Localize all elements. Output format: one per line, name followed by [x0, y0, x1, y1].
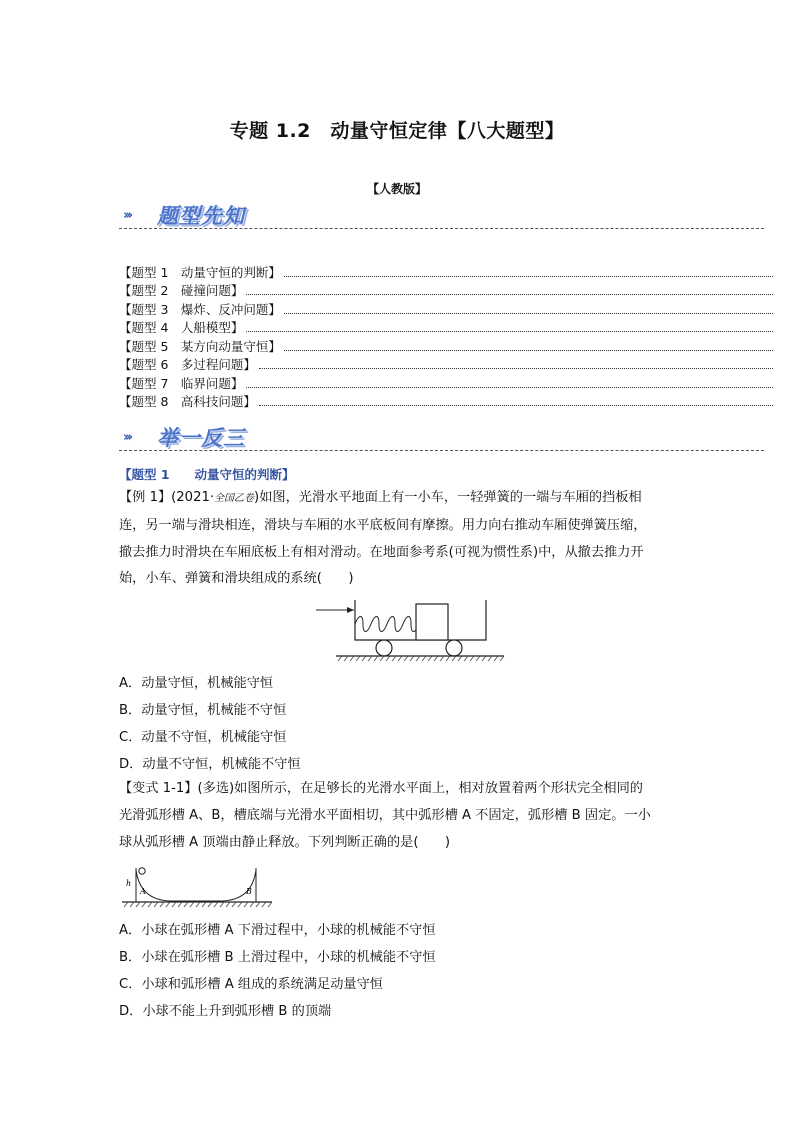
source-label: 全国乙卷 — [214, 493, 255, 504]
example-1-option-c[interactable]: C．动量不守恒，机械能守恒 — [119, 730, 287, 745]
variant-1-1-option-a[interactable]: A．小球在弧形槽 A 下滑过程中，小球的机械能不守恒 — [119, 923, 436, 938]
edition-label: 【人教版】 — [366, 182, 427, 196]
arrows-icon: ››› — [123, 430, 131, 445]
wheel — [376, 640, 392, 656]
variant-1-1-option-b[interactable]: B．小球在弧形槽 B 上滑过程中，小球的机械能不守恒 — [119, 950, 436, 965]
divider — [119, 450, 764, 451]
cart-spring-figure — [310, 598, 510, 662]
toc-item[interactable]: 【题型 1 动量守恒的判断】 — [119, 262, 773, 281]
section-heading: 【题型 1 动量守恒的判断】 — [119, 467, 295, 482]
wheel — [446, 640, 462, 656]
toc-item[interactable]: 【题型 7 临界问题】 — [119, 373, 773, 392]
arrows-icon: ››› — [123, 208, 131, 223]
toc-item[interactable]: 【题型 8 高科技问题】 — [119, 392, 773, 411]
variant-1-1-option-d[interactable]: D．小球不能上升到弧形槽 B 的顶端 — [119, 1004, 332, 1019]
label-b: B — [246, 887, 252, 896]
toc-item[interactable]: 【题型 3 爆炸、反冲问题】 — [119, 299, 773, 318]
spring — [355, 617, 423, 632]
example-1-option-d[interactable]: D．动量不守恒，机械能不守恒 — [119, 757, 301, 772]
page-title: 专题 1.2 动量守恒定律【八大题型】 — [229, 120, 565, 142]
toc-item[interactable]: 【题型 2 碰撞问题】 — [119, 281, 773, 300]
groove-a-arc — [136, 870, 170, 901]
divider — [119, 228, 764, 229]
table-of-contents — [119, 262, 773, 410]
example-1-stem: 【例 1】(2021·全国乙卷)如图，光滑水平地面上有一小车，一轻弹簧的一端与车厢的挡板相 连，另一端与滑块相连，滑块与车厢的水平底板间有摩擦。用力向右推动车厢使弹簧压缩， 撤去推力时滑块在车厢底板上有相对滑动。在地面参考系(可视为惯性系)中，从撤去推力开 始，小车、弹簧和滑块组成的系统( ) — [119, 490, 647, 587]
label-a: A — [140, 887, 146, 896]
arc-grooves-figure — [122, 864, 272, 908]
groove-b-arc — [222, 870, 256, 901]
slider-block — [416, 604, 448, 640]
banner-practice — [119, 420, 779, 454]
banner-question-types — [119, 198, 779, 232]
toc-item[interactable]: 【题型 5 某方向动量守恒】 — [119, 336, 773, 355]
banner-title: 举一反三 — [157, 426, 245, 450]
ball — [139, 868, 145, 874]
label-h: h — [126, 879, 132, 888]
toc-item[interactable]: 【题型 4 人船模型】 — [119, 318, 773, 337]
example-1-option-b[interactable]: B．动量守恒，机械能不守恒 — [119, 703, 287, 718]
banner-title: 题型先知 — [157, 204, 245, 228]
variant-1-1-stem: 【变式 1-1】(多选)如图所示，在足够长的光滑水平面上，相对放置着两个形状完全相同的 光滑弧形槽 A、B，槽底端与光滑水平面相切，其中弧形槽 A 不固定，弧形槽 B 固定。一小 球从弧形槽 A 顶端由静止释放。下列判断正确的是( ) — [119, 781, 651, 850]
variant-1-1-option-c[interactable]: C．小球和弧形槽 A 组成的系统满足动量守恒 — [119, 977, 383, 992]
toc-item[interactable]: 【题型 6 多过程问题】 — [119, 355, 773, 374]
example-1-option-a[interactable]: A．动量守恒，机械能守恒 — [119, 676, 274, 691]
